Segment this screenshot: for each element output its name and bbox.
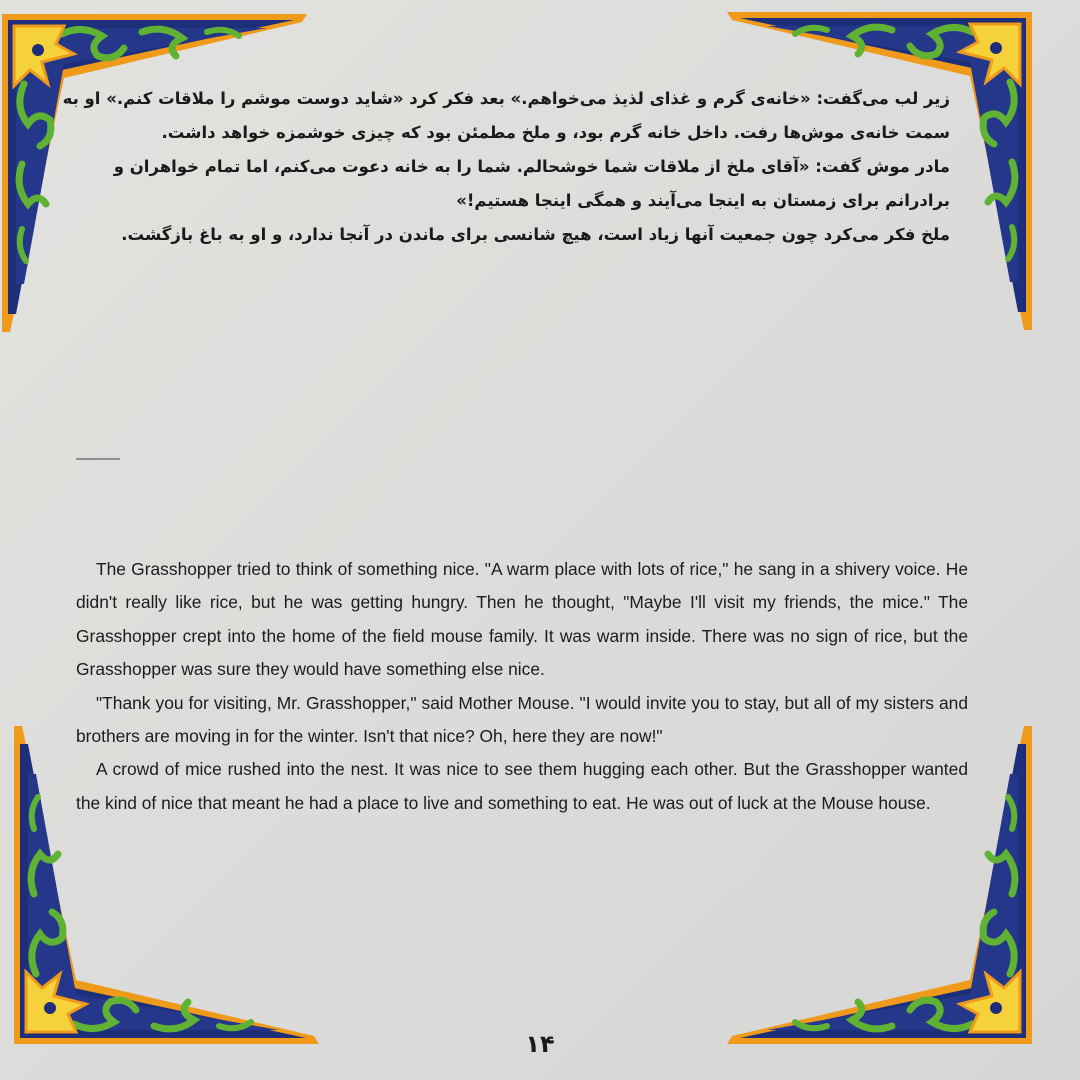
english-paragraph: The Grasshopper tried to think of something nice. "A warm place with lots of rice," he sang in a shivery voice. He didn't really like rice, but he was getting hungry. Then he thought, "Maybe I'll visit my friends, the mice." The Grasshopper crept into the home of the field mouse family. It was warm inside. There was no sign of rice, but the Grasshopper was sure they would have something else nice.: [76, 559, 968, 680]
divider-line: [76, 458, 120, 460]
english-text-block: [76, 553, 968, 820]
persian-text-block: [62, 82, 950, 252]
persian-paragraph: مادر موش گفت: «آقای ملخ از ملاقات شما خوشحالم. شما را به خانه دعوت می‌کنم، اما تمام خواهران و برادرانم برای زمستان به اینجا می‌آیند و همگی اینجا هستیم!»: [113, 157, 950, 210]
english-paragraph: "Thank you for visiting, Mr. Grasshopper," said Mother Mouse. "I would invite you to stay, but all of my sisters and brothers are moving in for the winter. Isn't that nice? Oh, here they are now!": [76, 692, 968, 747]
persian-paragraph: ملخ فکر می‌کرد چون جمعیت آنها زیاد است، هیچ شانسی برای ماندن در آنجا ندارد، و او به باغ بازگشت.: [121, 225, 950, 244]
english-paragraph: A crowd of mice rushed into the nest. It was nice to see them hugging each other. But the Grasshopper wanted the kind of nice that meant he had a place to live and something to eat. He was out of luck at the Mouse house.: [76, 759, 968, 813]
page-number: ۱۴: [525, 1030, 555, 1058]
persian-paragraph: زیر لب می‌گفت: «خانه‌ی گرم و غذای لذیذ می‌خواهم.» بعد فکر کرد «شاید دوست موشم را ملاقات کنم.» او به سمت خانه‌ی موش‌ها رفت. داخل خانه گرم بود، و ملخ مطمئن بود که چیزی خوشمزه خواهد داشت.: [62, 89, 950, 142]
